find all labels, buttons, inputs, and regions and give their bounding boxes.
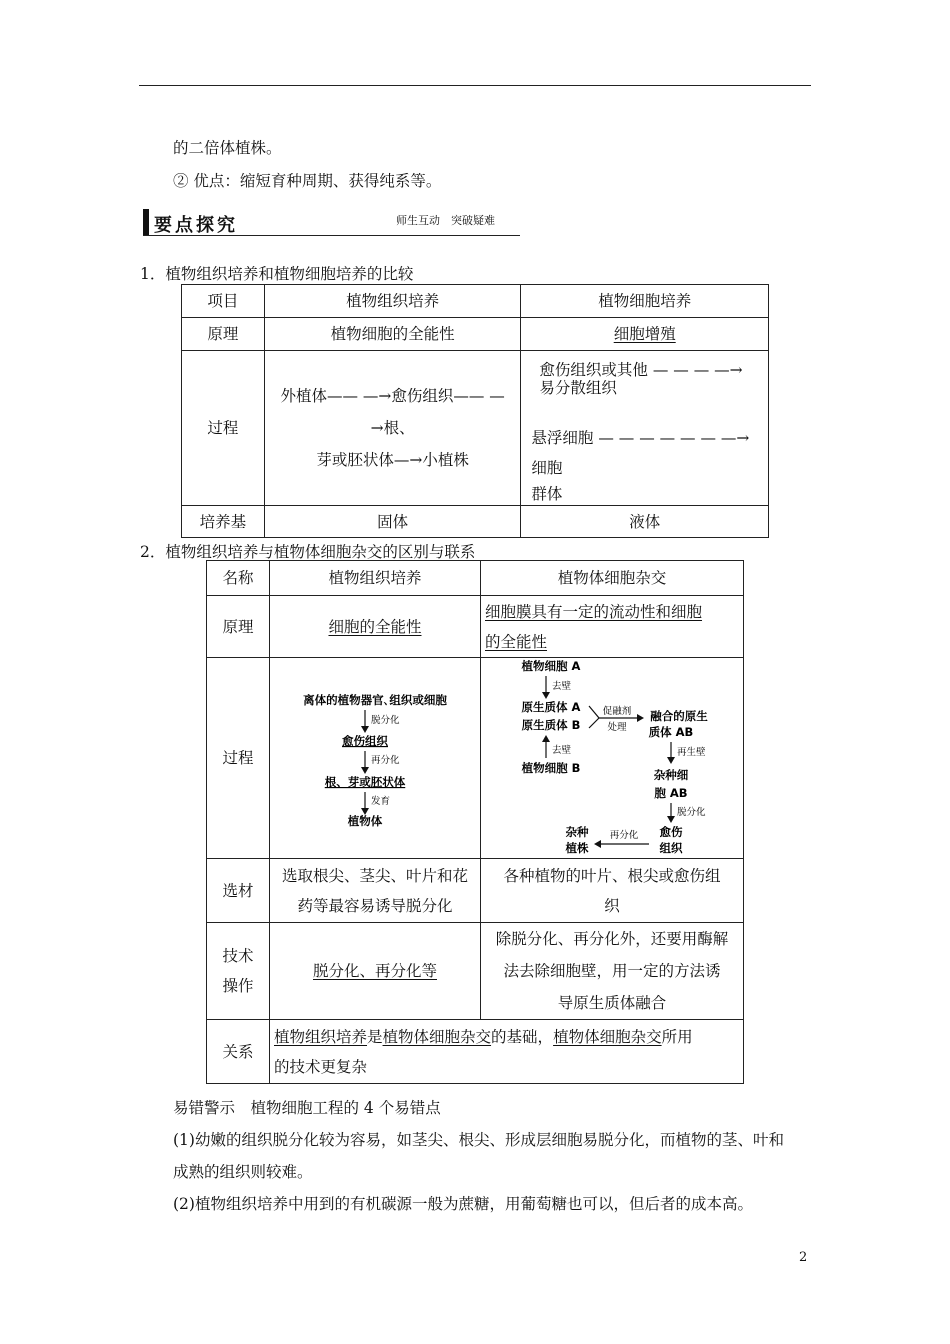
warning-item1-line1: (1)幼嫩的组织脱分化较为容易，如茎尖、根尖、形成层细胞易脱分化，而植物的茎、叶和 (173, 1131, 784, 1149)
t1-header-cell: 植物细胞培养 (521, 285, 769, 318)
t2-principle-hybrid-line1: 细胞膜具有一定的流动性和细胞 (485, 602, 703, 621)
t2-relation-label: 关系 (207, 1020, 270, 1084)
t1-medium-cell: 液体 (521, 506, 769, 538)
t2-header-hybrid: 植物体细胞杂交 (481, 561, 744, 596)
tissue-culture-flowchart (270, 658, 480, 858)
hyb-fused-protoplast-2: 质体 AB (648, 725, 694, 739)
hyb-rediff: 再分化 (609, 830, 639, 841)
hyb-protoplast-b: 原生质体 B (521, 718, 581, 732)
relation-connector-2: 的基础， (491, 1027, 554, 1046)
section-marker (143, 209, 149, 236)
t2-technique-label-line1: 技术 (222, 947, 254, 965)
section-subtitle: 师生互动 突破疑难 (396, 214, 495, 227)
hyb-plant-1: 杂种 (565, 825, 589, 839)
hyb-regenerate-wall: 再生壁 (677, 747, 706, 758)
comparison-table-1 (181, 284, 769, 538)
table2-heading: 2．植物组织培养与植物体细胞杂交的区别与联系 (140, 543, 476, 561)
t2-material-tissue-line2: 药等最容易诱导脱分化 (297, 896, 453, 915)
hyb-hybrid-cell-1: 杂种细 (653, 768, 689, 782)
hyb-callus-2: 组织 (659, 841, 683, 855)
t1-process-tissue-line1: 外植体—— —→愈伤组织—— — (280, 387, 505, 405)
continuation-line-1: 的二倍体植株。 (173, 139, 282, 157)
t1-process-cell-line2: 易分散组织 (539, 379, 617, 397)
flow-arrow-develop: 发育 (371, 796, 391, 807)
t2-principle-label: 原理 (207, 596, 270, 658)
t1-process-cell-line3: 悬浮细胞 — — — — — — —→细胞 (531, 429, 750, 477)
hyb-plant-2: 植株 (565, 841, 589, 855)
flow-node-plant: 植物体 (347, 814, 383, 828)
header-rule (139, 85, 811, 86)
t1-process-tissue (264, 351, 521, 506)
hyb-fusion-treatment: 处理 (607, 722, 627, 733)
t1-header-tissue: 植物组织培养 (264, 285, 521, 318)
relation-term-hybrid-1: 植物体细胞杂交 (382, 1027, 492, 1046)
t1-medium-label: 培养基 (182, 506, 265, 538)
t2-principle-hybrid-line2: 的全能性 (485, 632, 548, 651)
t2-material-tissue-line1: 选取根尖、茎尖、叶片和花 (281, 866, 468, 885)
t1-header-item: 项目 (182, 285, 265, 318)
t2-material-hybrid-line1: 各种植物的叶片、根尖或愈伤组 (503, 866, 721, 885)
relation-term-tissue: 植物组织培养 (274, 1027, 368, 1046)
t1-process-cell-line4: 群体 (531, 485, 563, 503)
t2-relation-text (270, 1020, 744, 1084)
relation-term-hybrid-2: 植物体细胞杂交 (553, 1027, 662, 1046)
hyb-remove-wall-1: 去壁 (552, 681, 572, 692)
t2-header-name: 名称 (207, 561, 270, 596)
hyb-cell-b: 植物细胞 B (521, 761, 581, 775)
flow-arrow-rediff: 再分化 (371, 755, 400, 766)
t2-process-label: 过程 (207, 658, 270, 859)
t1-process-label: 过程 (182, 351, 265, 506)
t2-material-hybrid-line2: 织 (604, 896, 620, 915)
t1-process-cell (521, 351, 769, 506)
t2-technique-hybrid-line1: 除脱分化、再分化外，还要用酶解 (495, 930, 729, 948)
t1-principle-label: 原理 (182, 318, 265, 351)
flow-node-callus: 愈伤组织 (342, 734, 388, 748)
hyb-cell-a: 植物细胞 A (521, 659, 581, 673)
hyb-dediff: 脱分化 (677, 807, 706, 818)
warning-item1-line2: 成熟的组织则较难。 (173, 1163, 313, 1181)
t1-principle-cell: 细胞增殖 (613, 325, 676, 343)
t1-process-tissue-line3: 芽或胚状体—→小植株 (316, 451, 469, 469)
relation-connector-3: 所用 (661, 1027, 693, 1046)
warning-item2: (2)植物组织培养中用到的有机碳源一般为蔗糖，用葡萄糖也可以，但后者的成本高。 (173, 1195, 753, 1213)
relation-connector-1: 是 (367, 1027, 383, 1046)
section-title: 要点探究 (154, 215, 238, 236)
hyb-protoplast-a: 原生质体 A (521, 700, 581, 714)
continuation-line-2: ② 优点：缩短育种周期、获得纯系等。 (173, 172, 442, 190)
hyb-remove-wall-2: 去壁 (552, 745, 572, 756)
t2-technique-hybrid-line2: 法去除细胞壁，用一定的方法诱 (503, 962, 721, 980)
t1-process-tissue-line2: →根、 (370, 419, 415, 437)
t1-medium-tissue: 固体 (264, 506, 521, 538)
t2-header-tissue: 植物组织培养 (270, 561, 481, 596)
hyb-callus-1: 愈伤 (659, 825, 683, 839)
hyb-hybrid-cell-2: 胞 AB (654, 786, 688, 800)
table1-heading: 1．植物组织培养和植物细胞培养的比较 (140, 265, 414, 283)
t2-material-label: 选材 (207, 859, 270, 923)
hyb-fused-protoplast-1: 融合的原生 (650, 709, 708, 723)
t2-technique-hybrid-line3: 导原生质体融合 (557, 994, 667, 1012)
warning-title: 易错警示 植物细胞工程的 4 个易错点 (173, 1099, 441, 1117)
page-number: 2 (799, 1250, 808, 1265)
section-underline (143, 235, 520, 236)
flow-node-roots: 根、芽或胚状体 (324, 775, 406, 789)
somatic-hybridization-flowchart (481, 658, 743, 858)
flow-node-explant: 离体的植物器官､组织或细胞 (303, 693, 447, 707)
t2-technique-label-line2: 操作 (222, 977, 254, 995)
comparison-table-2 (206, 560, 744, 1084)
flow-arrow-dediff: 脱分化 (371, 715, 400, 726)
t2-technique-tissue: 脱分化、再分化等 (312, 962, 437, 980)
t1-process-cell-line1: 愈伤组织或其他 — — — —→ (539, 361, 743, 379)
t2-principle-tissue: 细胞的全能性 (328, 617, 422, 636)
t1-principle-tissue: 植物细胞的全能性 (264, 318, 521, 351)
relation-line2: 的技术更复杂 (274, 1057, 368, 1076)
hyb-fusion-agent: 促融剂 (602, 706, 632, 717)
